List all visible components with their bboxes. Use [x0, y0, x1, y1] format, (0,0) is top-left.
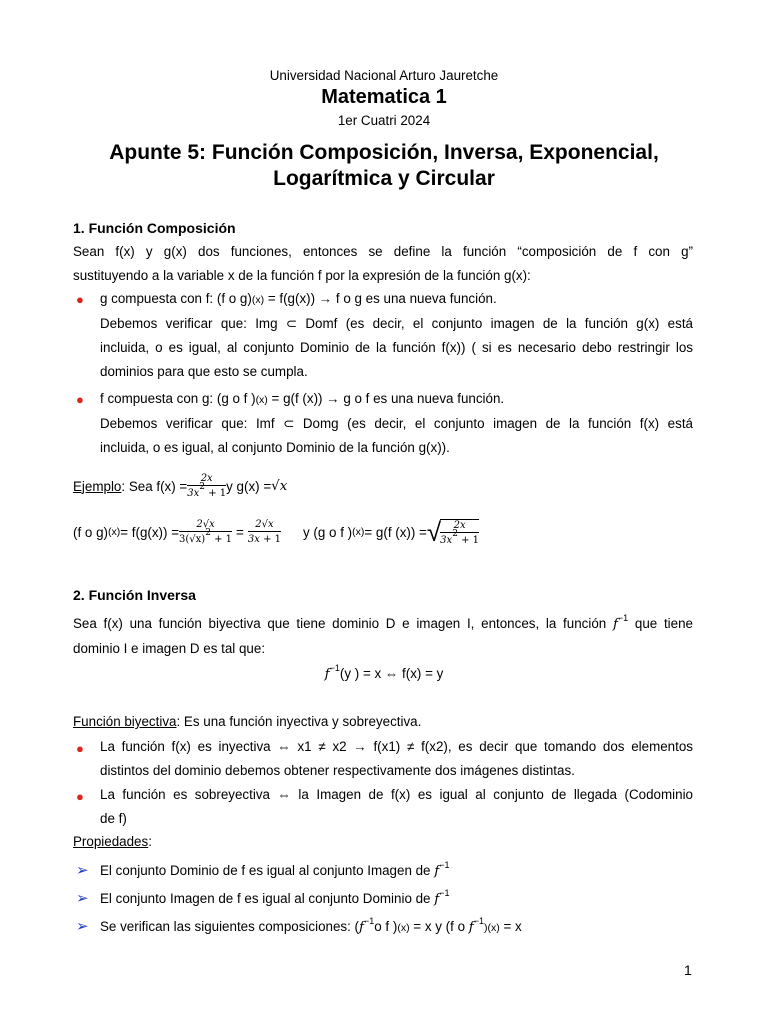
propiedades-label: Propiedades: [73, 834, 152, 849]
section1-heading: 1. Función Composición [73, 220, 236, 236]
composition-example-line: (f o g) (x) = f(g(x)) = $\frac{2√x}{3(√x)2 + 1}$ = $\frac{2√x}{3x + 1}$ y (g o f ) (x) = g(f (x)) = √ $\frac{2x}{3x2 + 1}$ [73, 517, 480, 547]
section2-intro: Sea f(x) una función biyectiva que tiene dominio D e imagen I, entonces, la función $f^{-1}$ que tiene dominio I e imagen D es tal que: [73, 613, 693, 656]
section2-heading: 2. Función Inversa [73, 587, 196, 603]
fraction-fog-1: $\frac{2√x}{3(√x)2 + 1}$ [179, 519, 233, 545]
fraction-fog-2: $\frac{2√x}{3x + 1}$ [247, 519, 281, 545]
biyectiva-definition: Función biyectiva: Es una función inyectiva y sobreyectiva. [73, 714, 422, 729]
section1-bullet2: f compuesta con g: (g o f )(x) = g(f (x)) → g o f es una nueva función. Debemos verificar que: Imf ⊂ Domg (es decir, el conjunto imagen de la función f(x) está incluida, o es igual, al conjunto Dominio de la función g(x)). [100, 391, 693, 455]
section1-intro-line2: sustituyendo a la variable x de la función f por la expresión de la función g(x): [73, 268, 531, 283]
course-title: Matematica 1 [321, 86, 447, 108]
section1-intro-line1: Sean f(x) y g(x) dos funciones, entonces se define la función “composición de f con g” [73, 244, 693, 259]
page-number: 1 [684, 962, 692, 978]
section1-intro [73, 240, 693, 288]
inyectiva-bullet: La función f(x) es inyectiva ⇔ x1 ≠ x2 → f(x1) ≠ f(x2), es decir que tomando dos elementos distintos del dominio debemos obtener respectivamente dos imágenes distintas. [100, 739, 693, 778]
property-2: El conjunto Imagen de f es igual al conjunto Dominio de $f^{-1}$ [100, 888, 450, 907]
property-3: Se verifican las siguientes composiciones: ($f^{-1}o$ f )(x) = x y (f o $f^{-1})(x) = x$ [100, 916, 522, 935]
arrow-bullet-icon: ➢ [76, 890, 89, 907]
fraction-fx: $\frac{2x}{3x2 + 1}$ [187, 473, 227, 499]
example-label: Ejemplo [73, 478, 122, 494]
sqrt-x: √x [271, 478, 288, 494]
property-1: El conjunto Dominio de f es igual al conjunto Imagen de $f^{-1}$ [100, 860, 450, 879]
bullet-icon: ● [76, 789, 84, 804]
term-label: 1er Cuatri 2024 [337, 113, 431, 128]
arrow-bullet-icon: ➢ [76, 918, 89, 935]
example-line: Ejemplo : Sea f(x) = $\frac{2x}{3x2 + 1}$ y g(x) = √x [73, 473, 288, 499]
page-title-line2: Logarítmica y Circular [273, 167, 495, 190]
bullet-icon: ● [76, 392, 84, 407]
arrow-bullet-icon: ➢ [76, 862, 89, 879]
bullet-icon: ● [76, 741, 84, 756]
university-name: Universidad Nacional Arturo Jauretche [269, 68, 499, 83]
sqrt-symbol: √ [426, 517, 442, 547]
section1-bullet1: g compuesta con f: (f o g)(x) = f(g(x)) → f o g es una nueva función. Debemos verificar que: Img ⊂ Domf (es decir, el conjunto imagen de la función g(x) está incluida, o es igual, al conjunto Dominio de la función f(x)) ( si es necesario debo restringir los dominios para que esto se cumpla. [100, 291, 693, 379]
bullet-icon: ● [76, 292, 84, 307]
fraction-gof: $\frac{2x}{3x2 + 1}$ [440, 519, 480, 546]
sobreyectiva-bullet: La función es sobreyectiva ⇔ la Imagen de f(x) es igual al conjunto de llegada (Codominio de f) [100, 787, 693, 826]
inverse-definition-formula: $f^{-1}(y$ ) = x ⇔ f(x) = y [324, 663, 444, 682]
page-title-line1: Apunte 5: Función Composición, Inversa, Exponencial, [109, 141, 659, 164]
